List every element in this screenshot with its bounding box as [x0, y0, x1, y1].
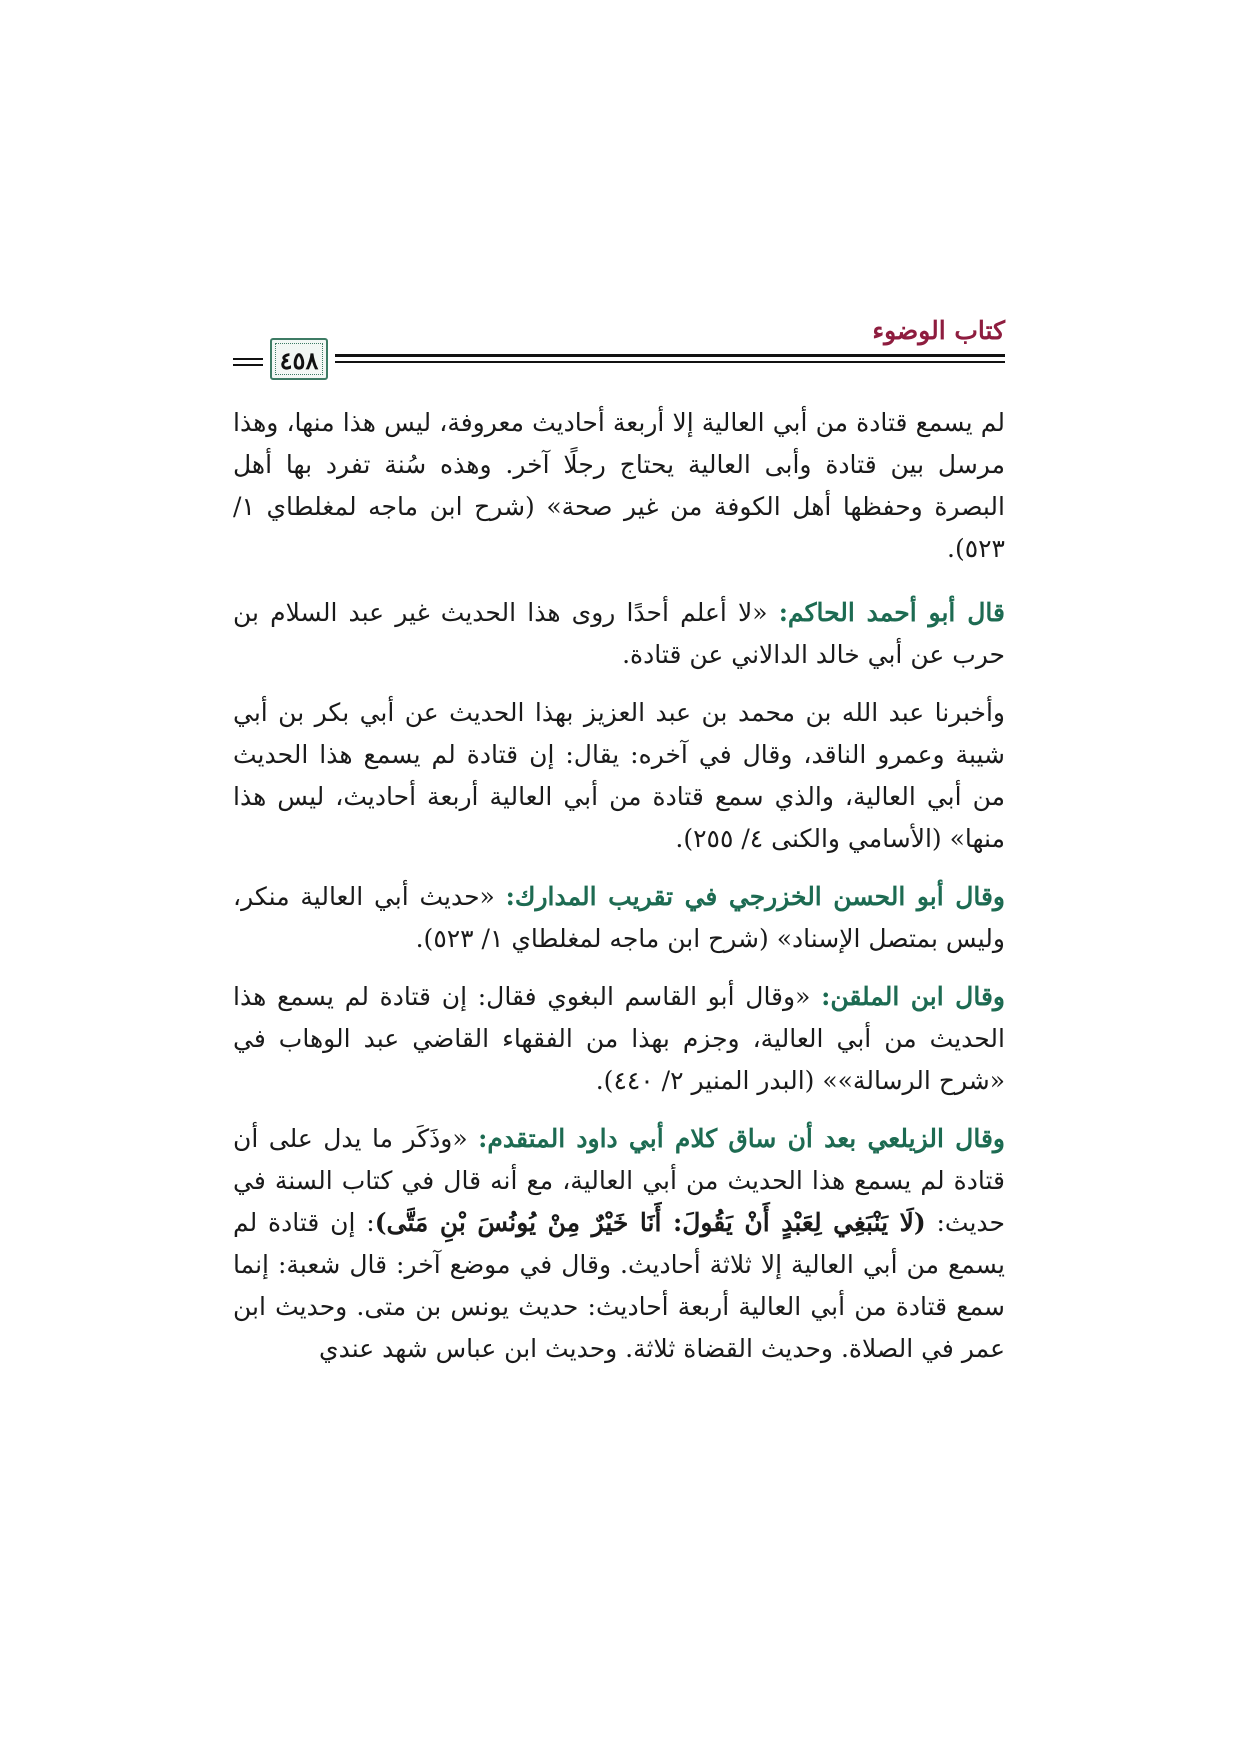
page-number-frame — [270, 338, 328, 380]
speaker-label: قال أبو أحمد الحاكم: — [778, 598, 1005, 627]
page-number: ٤٥٨ — [279, 346, 319, 375]
paragraph — [233, 1118, 1005, 1370]
speaker-label: وقال أبو الحسن الخزرجي في تقريب المدارك: — [505, 882, 1005, 911]
page-header — [233, 316, 1005, 386]
paragraph — [233, 876, 1005, 960]
paragraph-text: «لا أعلم أحدًا روى هذا الحديث غير عبد السلام بن حرب عن أبي خالد الدالاني عن قتادة. — [233, 598, 1005, 669]
header-rule-main — [335, 354, 1005, 357]
paragraph-text: وأخبرنا عبد الله بن محمد بن عبد العزيز بهذا الحديث عن أبي بكر بن أبي شيبة وعمرو الناقد، وقال في آخره: يقال: إن قتادة لم يسمع هذا الحديث من أبي العالية، والذي سمع قتادة من أبي العالية أربعة أحاديث، ليس هذا منها» (الأسامي والكنى ٤/ ٢٥٥). — [233, 698, 1005, 853]
body-text — [233, 402, 1005, 1386]
paragraph-text: «وذَكَر ما يدل على أن قتادة لم يسمع هذا الحديث من أبي العالية، مع أنه قال في كتاب السنة في حديث: — [233, 1124, 1006, 1237]
paragraph — [233, 592, 1005, 676]
paragraph-text: «وقال أبو القاسم البغوي فقال: إن قتادة لم يسمع هذا الحديث من أبي العالية، وجزم بهذا من الفقهاء القاضي عبد الوهاب في «شرح الرسالة»» (البدر المنير ٢/ ٤٤٠). — [233, 982, 1005, 1095]
paragraph — [233, 692, 1005, 860]
paragraph — [233, 976, 1005, 1102]
paragraph-text: لم يسمع قتادة من أبي العالية إلا أربعة أحاديث معروفة، ليس هذا منها، وهذا مرسل بين قتادة وأبى العالية يحتاج رجلًا آخر. وهذه سُنة تفرد بها أهل البصرة وحفظها أهل الكوفة من غير صحة» (شرح ابن ماجه لمغلطاي ١/ ٥٢٣). — [233, 408, 1005, 563]
header-rule-main-secondary — [335, 361, 1005, 363]
paragraph — [233, 402, 1005, 570]
hadith-quote: (لَا يَنْبَغِي لِعَبْدٍ أَنْ يَقُولَ: أَنَا خَيْرٌ مِنْ يُونُسَ بْنِ مَتَّى) — [374, 1208, 926, 1237]
speaker-label: وقال ابن الملقن: — [821, 982, 1005, 1011]
header-rule-left-secondary — [233, 364, 263, 366]
paragraph-text: «حديث أبي العالية منكر، وليس بمتصل الإسناد» (شرح ابن ماجه لمغلطاي ١/ ٥٢٣). — [233, 882, 1005, 953]
paragraph-text: : إن قتادة لم يسمع من أبي العالية إلا ثلاثة أحاديث. وقال في موضع آخر: قال شعبة: إنما سمع قتادة من أبي العالية أربعة أحاديث: حديث يونس بن متى. وحديث ابن عمر في الصلاة. وحديث القضاة ثلاثة. وحديث ابن عباس شهد عندي — [233, 1208, 1005, 1363]
book-title: كتاب الوضوء — [872, 316, 1005, 345]
speaker-label: وقال الزيلعي بعد أن ساق كلام أبي داود المتقدم: — [478, 1124, 1005, 1153]
header-rule-left — [233, 358, 263, 360]
